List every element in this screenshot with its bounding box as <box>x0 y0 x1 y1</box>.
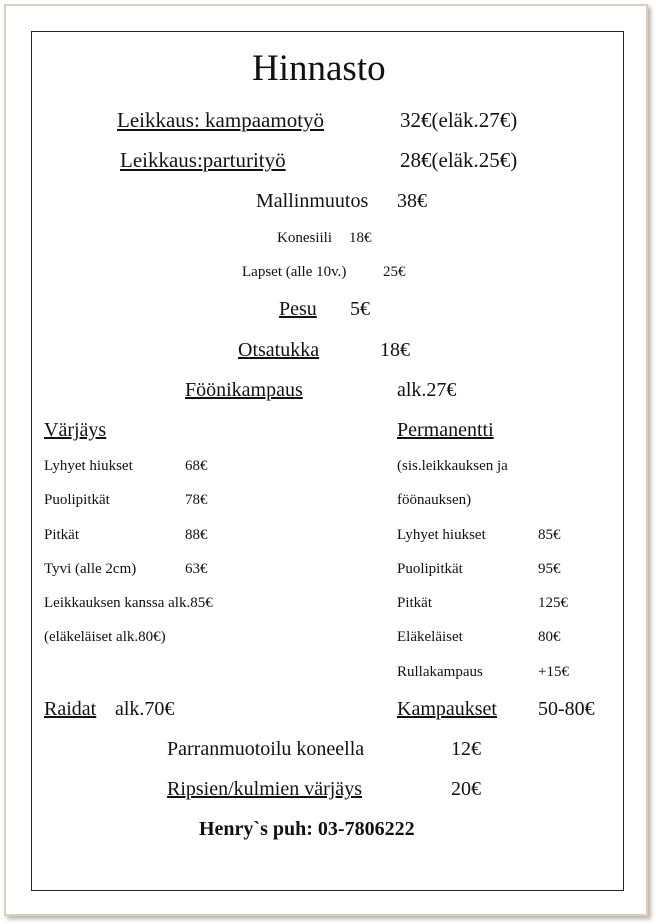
varjays-label-puolipitkat: Puolipitkät <box>44 492 110 508</box>
service-price-pesu: 5€ <box>350 298 370 320</box>
permanentti-label-lyhyet: Lyhyet hiukset <box>397 527 486 543</box>
varjays-label-pitkat: Pitkät <box>44 527 80 543</box>
service-label-foonikampaus: Föönikampaus <box>185 379 303 401</box>
service-price-foonikampaus: alk.27€ <box>397 379 457 401</box>
varjays-price-tyvi: 63€ <box>185 561 208 577</box>
varjays-price-lyhyet: 68€ <box>185 458 208 474</box>
varjays-label-tyvi: Tyvi (alle 2cm) <box>44 561 137 577</box>
section-heading-permanentti: Permanentti <box>397 419 494 441</box>
service-price-lapset: 25€ <box>383 264 406 280</box>
service-label-konesiili: Konesiili <box>277 230 332 246</box>
section-heading-varjays: Värjäys <box>44 419 107 441</box>
service-label-mallinmuutos: Mallinmuutos <box>256 190 369 212</box>
permanentti-price-elakelaiset: 80€ <box>538 629 561 645</box>
permanentti-price-pitkat: 125€ <box>538 595 568 611</box>
service-label-kampaukset: Kampaukset <box>397 698 497 720</box>
service-label-parturityo: Leikkaus:parturityö <box>120 148 286 172</box>
permanentti-note-sis: (sis.leikkauksen ja <box>397 458 508 474</box>
service-price-ripsien: 20€ <box>451 778 481 800</box>
service-label-raidat: Raidat <box>44 698 97 720</box>
permanentti-price-lyhyet: 85€ <box>538 527 561 543</box>
varjays-note-elakelaiset: (eläkeläiset alk.80€) <box>44 629 166 645</box>
service-label-lapset: Lapset (alle 10v.) <box>242 264 347 280</box>
service-label-ripsien: Ripsien/kulmien värjäys <box>167 778 362 800</box>
service-price-mallinmuutos: 38€ <box>397 190 427 212</box>
varjays-price-puolipitkat: 78€ <box>185 492 208 508</box>
service-price-raidat: alk.70€ <box>115 698 175 720</box>
service-label-pesu: Pesu <box>279 298 317 320</box>
varjays-note-leikkaus: Leikkauksen kanssa alk.85€ <box>44 595 213 611</box>
permanentti-label-rullakampaus: Rullakampaus <box>397 664 483 680</box>
service-price-kampaukset: 50-80€ <box>538 698 595 720</box>
permanentti-label-puolipitkat: Puolipitkät <box>397 561 463 577</box>
varjays-price-pitkat: 88€ <box>185 527 208 543</box>
varjays-label-lyhyet: Lyhyet hiukset <box>44 458 133 474</box>
permanentti-price-puolipitkat: 95€ <box>538 561 561 577</box>
service-label-otsatukka: Otsatukka <box>238 339 320 361</box>
service-price-parturityo: 28€(eläk.25€) <box>400 148 518 172</box>
permanentti-price-rullakampaus: +15€ <box>538 664 569 680</box>
service-price-otsatukka: 18€ <box>380 339 410 361</box>
service-label-parranmuotoilu: Parranmuotoilu koneella <box>167 738 365 760</box>
service-price-parranmuotoilu: 12€ <box>451 738 481 760</box>
permanentti-note-foonaus: föönauksen) <box>397 492 472 508</box>
service-price-konesiili: 18€ <box>349 230 372 246</box>
permanentti-label-pitkat: Pitkät <box>397 595 433 611</box>
contact-phone: Henry`s puh: 03-7806222 <box>199 818 415 840</box>
page-title: Hinnasto <box>252 48 386 89</box>
service-price-kampaamotyo: 32€(eläk.27€) <box>400 108 518 132</box>
permanentti-label-elakelaiset: Eläkeläiset <box>397 629 463 645</box>
service-label-kampaamotyo: Leikkaus: kampaamotyö <box>117 108 325 132</box>
